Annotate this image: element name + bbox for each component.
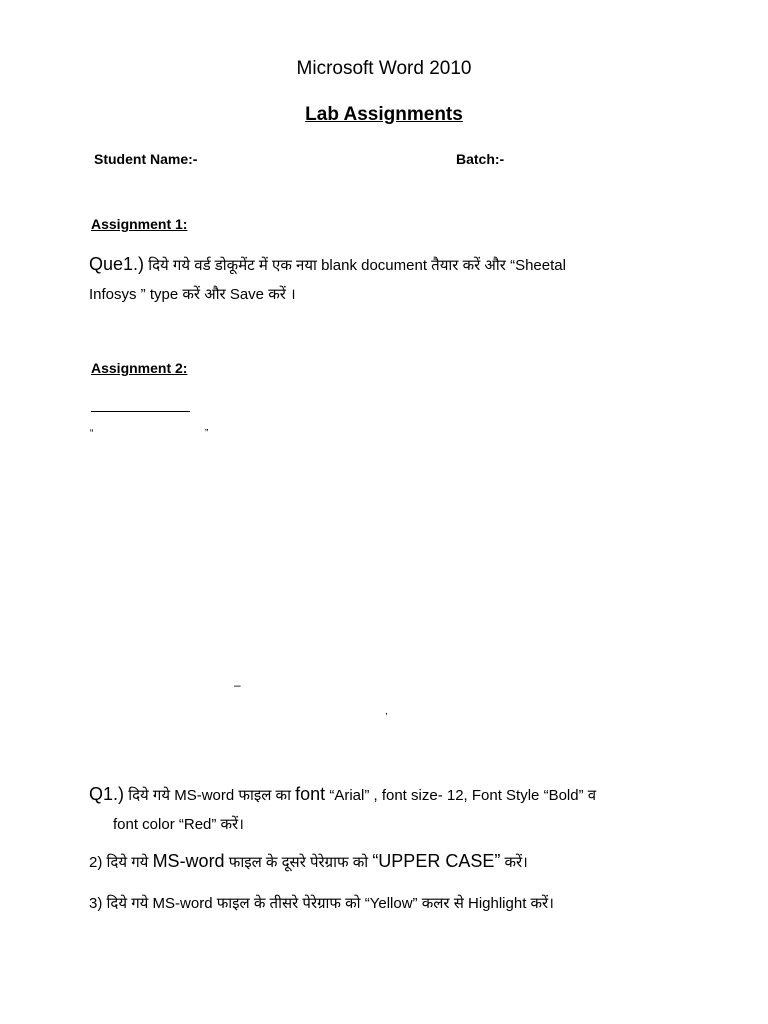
question-1-text-line-1: दिये गये वर्ड डोकूमेंट में एक नया blank document तैयार करें और “Sheetal bbox=[148, 257, 566, 274]
question-1-text-line-2: Infosys ” type करें और Save करें । bbox=[89, 286, 296, 303]
batch-label: Batch:- bbox=[456, 151, 505, 167]
q1-text-a: दिये गये MS-word फाइल का bbox=[128, 787, 291, 804]
student-name-label: Student Name:- bbox=[94, 151, 198, 167]
q2-text-b: फाइल के दूसरे पेरेग्राफ को bbox=[228, 854, 369, 871]
dash-mark: – bbox=[234, 678, 241, 692]
blank-underline bbox=[91, 411, 190, 412]
q2-line bbox=[89, 851, 528, 872]
q1-prefix: Q1.) bbox=[89, 784, 125, 804]
q2-text-c: करें। bbox=[504, 854, 528, 871]
q2-text-a: दिये गये bbox=[106, 854, 149, 871]
question-1-prefix: Que1.) bbox=[89, 254, 145, 274]
assignment-1-heading: Assignment 1: bbox=[91, 216, 188, 232]
assignment-2-heading: Assignment 2: bbox=[91, 360, 188, 376]
comma-mark: , bbox=[385, 706, 388, 717]
q1-line-2: font color “Red” करें। bbox=[113, 816, 244, 833]
q3-line: 3) दिये गये MS-word फाइल के तीसरे पेरेग्राफ को “Yellow” कलर से Highlight करें। bbox=[89, 895, 554, 912]
q1-text-b: “Arial” , font size- 12, Font Style “Bold” व bbox=[329, 787, 597, 804]
open-quote-mark: “ bbox=[90, 428, 94, 439]
close-quote-mark: ” bbox=[205, 428, 209, 439]
q2-msword: MS-word bbox=[152, 851, 225, 871]
q2-upper-case: “UPPER CASE” bbox=[372, 851, 501, 871]
q2-prefix: 2) bbox=[89, 854, 103, 871]
q1-font-word: font bbox=[295, 784, 326, 804]
document-subtitle: Lab Assignments bbox=[305, 104, 463, 125]
assignment-1-question-line-1 bbox=[89, 254, 566, 275]
document-title: Microsoft Word 2010 bbox=[296, 58, 472, 79]
q1-line-1 bbox=[89, 784, 596, 805]
